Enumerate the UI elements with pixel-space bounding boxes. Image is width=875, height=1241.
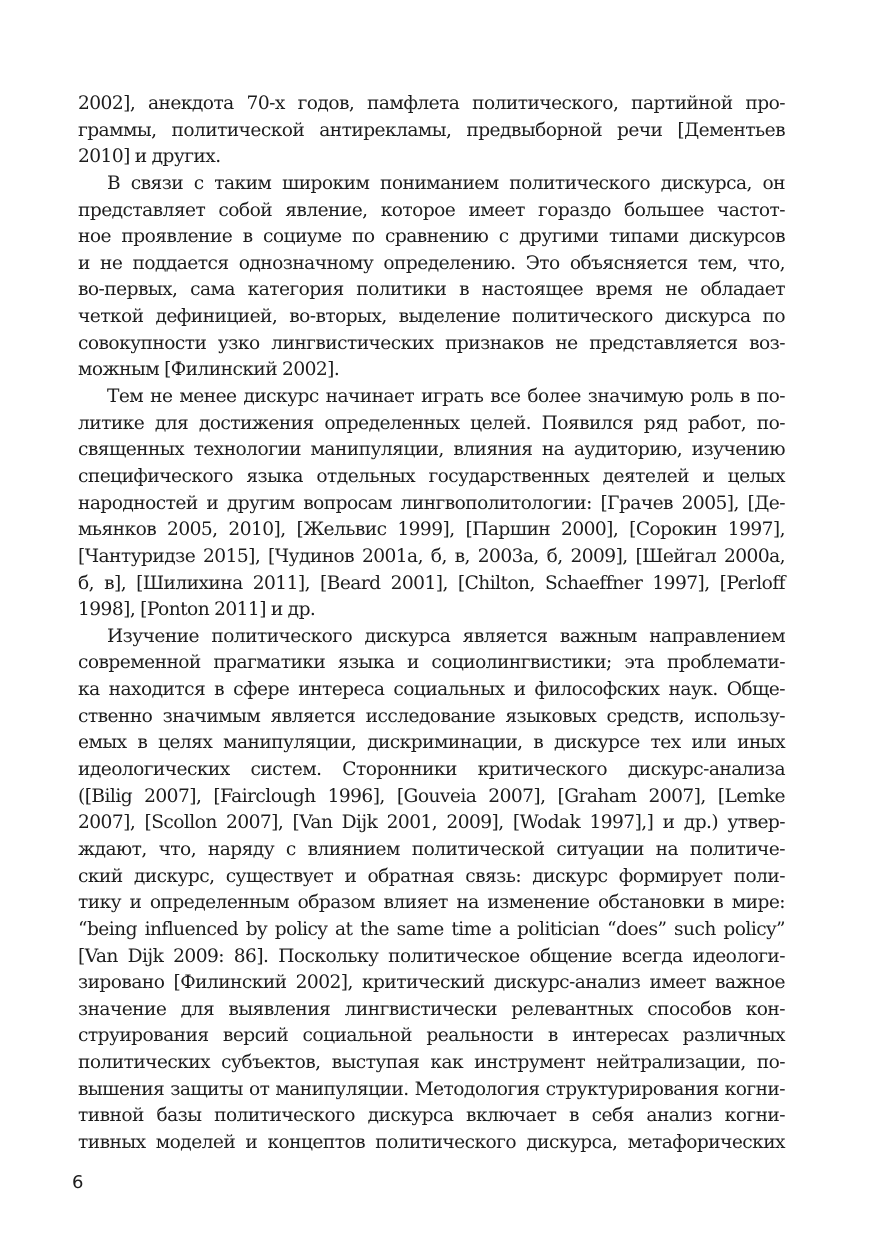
text-line: ский дискурс, существует и обратная связь: дискурс формирует поли- [78, 865, 785, 887]
text-line: и не поддается однозначному определению. Это объясняется тем, что, [78, 252, 785, 274]
text-line: ственно значимым является исследование языковых средств, использу- [78, 705, 785, 727]
text-line: тивной базы политического дискурса включает в себя анализ когни- [78, 1105, 785, 1127]
text-line: ([Bilig 2007], [Fairclough 1996], [Gouveia 2007], [Graham 2007], [Lemke [78, 785, 785, 807]
text-line: зировано [Филинский 2002], критический дискурс-анализ имеет важное [78, 972, 785, 994]
text-line: литике для достижения определенных целей. Появился ряд работ, по- [78, 412, 785, 434]
text-line: 2007], [Scollon 2007], [Van Dijk 2001, 2009], [Wodak 1997],] и др.) утвер- [78, 812, 785, 834]
text-line: представляет собой явление, которое имеет гораздо большее частот- [78, 199, 785, 221]
text-line: ка находится в сфере интереса социальных и философских наук. Обще- [78, 679, 785, 701]
text-line: значение для выявления лингвистически релевантных способов кон- [78, 998, 785, 1020]
text-line: идеологических систем. Сторонники критического дискурс-анализа [78, 759, 785, 781]
text-line: тику и определенным образом влияет на изменение обстановки в мире: [78, 892, 785, 914]
text-line: 1998], [Ponton 2011] и др. [78, 599, 316, 621]
page-number: 6 [72, 1172, 84, 1193]
text-line: четкой дефиницией, во-вторых, выделение политического дискурса по [78, 306, 785, 328]
text-line: [Чантуридзе 2015], [Чудинов 2001а, б, в, 2003а, б, 2009], [Шейгал 2000а, [78, 545, 785, 567]
text-line: мьянков 2005, 2010], [Жельвис 1999], [Паршин 2000], [Сорокин 1997], [78, 519, 785, 541]
text-line: 2010] и других. [78, 146, 221, 168]
text-line: емых в целях манипуляции, дискриминации, в дискурсе тех или иных [78, 732, 785, 754]
text-line: вышения защиты от манипуляции. Методология структурирования когни- [78, 1078, 785, 1100]
text-line: во-первых, сама категория политики в настоящее время не обладает [78, 279, 785, 301]
text-line: священных технологии манипуляции, влияния на аудиторию, изучению [78, 439, 785, 461]
text-line: Изучение политического дискурса является важным направлением [107, 625, 785, 647]
text-line: б, в], [Шилихина 2011], [Beard 2001], [Chilton, Schaeffner 1997], [Perloff [78, 572, 785, 594]
text-line: народностей и другим вопросам лингвополитологии: [Грачев 2005], [Де- [78, 492, 785, 514]
text-line: специфического языка отдельных государственных деятелей и целых [78, 465, 785, 487]
text-line: можным [Филинский 2002]. [78, 359, 340, 381]
text-line: ное проявление в социуме по сравнению с другими типами дискурсов [78, 226, 785, 248]
text-line: политических субъектов, выступая как инструмент нейтрализации, по- [78, 1052, 785, 1074]
body-text [78, 91, 785, 1157]
text-line: тивных моделей и концептов политического дискурса, метафорических [78, 1131, 785, 1153]
text-line: 2002], анекдота 70-х годов, памфлета политического, партийной про- [78, 93, 785, 114]
text-line: совокупности узко лингвистических признаков не представляется воз- [78, 332, 785, 354]
text-line: ждают, что, наряду с влиянием политической ситуации на политиче- [78, 838, 785, 860]
text-line: Тем не менее дискурс начинает играть все более значимую роль в по- [107, 386, 785, 408]
text-line: струирования версий социальной реальности в интересах различных [78, 1025, 785, 1047]
text-line: граммы, политической антирекламы, предвыборной речи [Дементьев [78, 119, 785, 141]
text-line: “being influenced by policy at the same time a politician “does” such policy” [78, 918, 785, 940]
text-line: современной прагматики языка и социолингвистики; эта проблемати- [78, 652, 785, 674]
text-line: [Van Dijk 2009: 86]. Поскольку политическое общение всегда идеологи- [78, 945, 785, 967]
text-line: В связи с таким широким пониманием политического дискурса, он [107, 172, 785, 194]
